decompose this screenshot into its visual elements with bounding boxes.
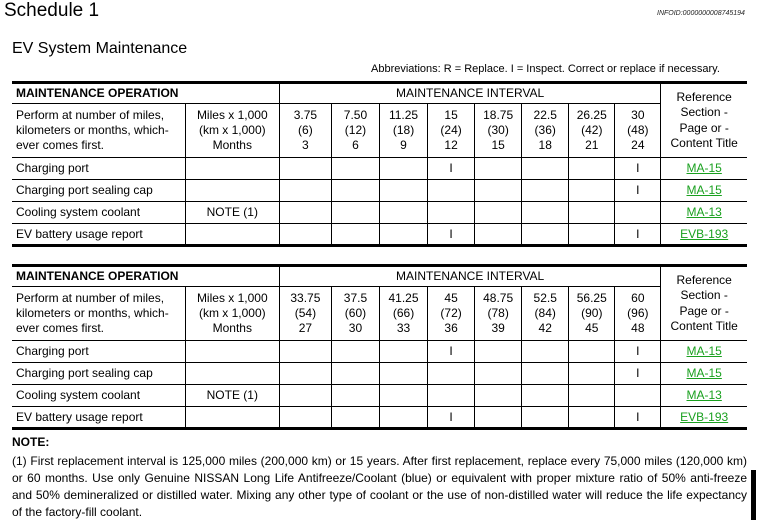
interval-value: 15 — [491, 138, 505, 152]
interval-value: 60 — [631, 291, 645, 305]
interval-column — [331, 287, 379, 341]
note-section — [12, 434, 747, 521]
interval-mark — [475, 158, 522, 180]
table-row — [12, 363, 747, 385]
interval-mark — [475, 224, 522, 246]
interval-mark — [522, 385, 569, 407]
interval-column — [379, 104, 427, 158]
interval-column — [428, 104, 475, 158]
interval-value: (18) — [392, 123, 415, 137]
interval-column — [279, 104, 331, 158]
interval-mark — [569, 202, 615, 224]
interval-mark — [475, 180, 522, 202]
table-row — [12, 158, 747, 180]
interval-column — [279, 287, 331, 341]
interval-mark — [379, 202, 427, 224]
perform-label: Perform at number of miles, kilometers or months, which-ever comes first. — [12, 287, 185, 341]
interval-mark — [379, 385, 427, 407]
interval-value: 56.25 — [576, 291, 607, 305]
interval-mark — [331, 158, 379, 180]
interval-mark — [379, 363, 427, 385]
interval-mark — [569, 158, 615, 180]
interval-mark — [615, 202, 661, 224]
interval-value: 24 — [631, 138, 645, 152]
maintenance-table-1 — [12, 81, 747, 247]
info-id: INFOID:0000000008745194 — [657, 10, 745, 17]
interval-mark — [569, 341, 615, 363]
interval-mark — [475, 202, 522, 224]
interval-column — [475, 287, 522, 341]
reference-link[interactable]: EVB-193 — [680, 226, 729, 241]
interval-mark — [475, 407, 522, 429]
interval-mark — [279, 202, 331, 224]
interval-value: 30 — [348, 321, 363, 335]
item-note — [185, 341, 279, 363]
interval-value: 9 — [400, 138, 407, 152]
reference-link[interactable]: MA-15 — [686, 366, 722, 380]
interval-mark — [569, 180, 615, 202]
item-name: Cooling system coolant — [12, 385, 185, 407]
interval-value: (36) — [534, 123, 556, 137]
interval-mark — [279, 341, 331, 363]
item-note — [185, 224, 279, 246]
interval-mark: I — [428, 224, 475, 246]
interval-mark: I — [615, 180, 661, 202]
table-row — [12, 341, 747, 363]
table-row — [12, 224, 747, 246]
interval-mark — [522, 341, 569, 363]
interval-value: (42) — [581, 123, 603, 137]
interval-mark — [615, 385, 661, 407]
interval-value: 27 — [298, 321, 313, 335]
abbreviations: Abbreviations: R = Replace. I = Inspect. Correct or replace if necessary. — [371, 63, 720, 75]
interval-column — [522, 104, 569, 158]
interval-value: 33.75 — [290, 291, 321, 305]
interval-mark — [569, 224, 615, 246]
interval-value: 30 — [631, 108, 645, 122]
interval-mark — [379, 341, 427, 363]
interval-mark — [379, 180, 427, 202]
interval-mark — [428, 202, 475, 224]
interval-mark — [428, 363, 475, 385]
interval-mark: I — [428, 407, 475, 429]
interval-value: 41.25 — [388, 291, 419, 305]
interval-column — [615, 104, 661, 158]
interval-value: 42 — [538, 321, 552, 335]
item-note: NOTE (1) — [185, 385, 279, 407]
item-name: EV battery usage report — [12, 407, 185, 429]
interval-mark: I — [615, 363, 661, 385]
note-title: NOTE: — [12, 435, 50, 449]
interval-mark — [331, 224, 379, 246]
interval-mark — [522, 158, 569, 180]
interval-mark — [428, 180, 475, 202]
interval-mark — [569, 363, 615, 385]
interval-mark — [279, 363, 331, 385]
interval-value: (48) — [627, 123, 649, 137]
reference-link[interactable]: MA-13 — [686, 388, 722, 402]
interval-mark — [522, 363, 569, 385]
interval-mark — [279, 180, 331, 202]
table-row — [12, 202, 747, 224]
table-row — [12, 407, 747, 429]
interval-column — [569, 104, 615, 158]
interval-mark: I — [428, 158, 475, 180]
interval-value: 48.75 — [483, 291, 514, 305]
interval-value: (90) — [581, 306, 603, 320]
interval-mark — [475, 385, 522, 407]
item-name: EV battery usage report — [12, 224, 185, 246]
interval-mark — [279, 385, 331, 407]
reference-link[interactable]: MA-15 — [686, 161, 722, 175]
item-name: Cooling system coolant — [12, 202, 185, 224]
interval-value: 12 — [444, 138, 458, 152]
interval-mark — [522, 202, 569, 224]
interval-value: (24) — [440, 123, 462, 137]
interval-value: (30) — [487, 123, 509, 137]
interval-value: 18.75 — [483, 108, 514, 122]
interval-column — [615, 287, 661, 341]
interval-column — [569, 287, 615, 341]
interval-mark: I — [615, 341, 661, 363]
interval-mark — [522, 180, 569, 202]
reference-link[interactable]: MA-15 — [686, 344, 722, 358]
item-note — [185, 407, 279, 429]
reference-link[interactable]: MA-15 — [686, 183, 722, 197]
interval-value: 52.5 — [533, 291, 557, 305]
interval-mark — [428, 385, 475, 407]
section-title: EV System Maintenance — [12, 40, 188, 57]
interval-mark — [331, 341, 379, 363]
interval-value: 15 — [444, 108, 458, 122]
interval-mark — [331, 363, 379, 385]
interval-value: (78) — [487, 306, 509, 320]
interval-value: 37.5 — [343, 291, 368, 305]
interval-mark: I — [615, 224, 661, 246]
table-row — [12, 180, 747, 202]
interval-value: (60) — [344, 306, 367, 320]
interval-value: 48 — [631, 321, 645, 335]
interval-mark — [279, 407, 331, 429]
ref-header: Reference Section - Page or - Content Title — [661, 83, 747, 158]
interval-value: (54) — [294, 306, 317, 320]
interval-column — [379, 287, 427, 341]
units-label: Miles x 1,000 (km x 1,000) Months — [185, 287, 279, 341]
interval-value: 33 — [396, 321, 411, 335]
interval-header: MAINTENANCE INTERVAL — [279, 83, 661, 104]
interval-value: (6) — [298, 123, 313, 137]
interval-mark: I — [615, 407, 661, 429]
interval-column — [428, 287, 475, 341]
reference-link[interactable]: EVB-193 — [680, 409, 729, 424]
interval-mark: I — [615, 158, 661, 180]
interval-mark — [279, 158, 331, 180]
interval-value: (12) — [344, 123, 367, 137]
interval-value: 39 — [491, 321, 505, 335]
interval-value: 22.5 — [533, 108, 557, 122]
interval-mark — [379, 224, 427, 246]
ref-header: Reference Section - Page or - Content Title — [661, 266, 747, 341]
interval-mark — [279, 224, 331, 246]
interval-mark — [522, 224, 569, 246]
item-note — [185, 180, 279, 202]
interval-mark — [331, 180, 379, 202]
interval-mark — [522, 407, 569, 429]
interval-value: 45 — [444, 291, 458, 305]
item-name: Charging port sealing cap — [12, 363, 185, 385]
interval-value: 3 — [302, 138, 309, 152]
interval-value: 36 — [444, 321, 458, 335]
maintenance-table-2 — [12, 264, 747, 430]
interval-value: (72) — [440, 306, 462, 320]
item-name: Charging port — [12, 158, 185, 180]
interval-value: (66) — [392, 306, 415, 320]
reference-link[interactable]: MA-13 — [686, 205, 722, 219]
table-row — [12, 385, 747, 407]
interval-mark — [331, 407, 379, 429]
perform-label: Perform at number of miles, kilometers or months, which-ever comes first. — [12, 104, 185, 158]
interval-value: (84) — [534, 306, 556, 320]
interval-column — [331, 104, 379, 158]
page-title: Schedule 1 — [4, 0, 100, 21]
interval-mark — [569, 385, 615, 407]
interval-value: 11.25 — [388, 108, 419, 122]
interval-mark — [331, 202, 379, 224]
interval-mark — [379, 407, 427, 429]
item-name: Charging port sealing cap — [12, 180, 185, 202]
interval-value: 21 — [585, 138, 599, 152]
interval-value: 6 — [352, 138, 359, 152]
interval-mark — [379, 158, 427, 180]
interval-mark — [569, 407, 615, 429]
interval-value: 3.75 — [293, 108, 318, 122]
note-text: (1) First replacement interval is 125,000 miles (200,000 km) or 15 years. After first replacement, replace every 75,000 miles (120,000 km) or 60 months. Use only Genuine NISSAN Long Life Antifreeze/Coolant (blue) or equivalent with proper mixture ratio of 50% anti-freeze and 50% demineralized or distilled water. Mixing any other type of coolant or the use of non-distilled water will reduce the life expectancy of the factory-fill coolant. — [12, 454, 747, 519]
interval-value: 18 — [538, 138, 552, 152]
scroll-marker — [751, 470, 756, 520]
interval-value: 45 — [585, 321, 599, 335]
interval-mark: I — [428, 341, 475, 363]
interval-header: MAINTENANCE INTERVAL — [279, 266, 661, 287]
interval-mark — [475, 341, 522, 363]
interval-column — [522, 287, 569, 341]
item-name: Charging port — [12, 341, 185, 363]
interval-mark — [475, 363, 522, 385]
op-header: MAINTENANCE OPERATION — [12, 83, 279, 104]
interval-value: 7.50 — [343, 108, 368, 122]
interval-value: 26.25 — [576, 108, 607, 122]
item-note — [185, 363, 279, 385]
item-note: NOTE (1) — [185, 202, 279, 224]
interval-mark — [331, 385, 379, 407]
interval-value: (96) — [627, 306, 649, 320]
interval-column — [475, 104, 522, 158]
units-label: Miles x 1,000 (km x 1,000) Months — [185, 104, 279, 158]
op-header: MAINTENANCE OPERATION — [12, 266, 279, 287]
item-note — [185, 158, 279, 180]
